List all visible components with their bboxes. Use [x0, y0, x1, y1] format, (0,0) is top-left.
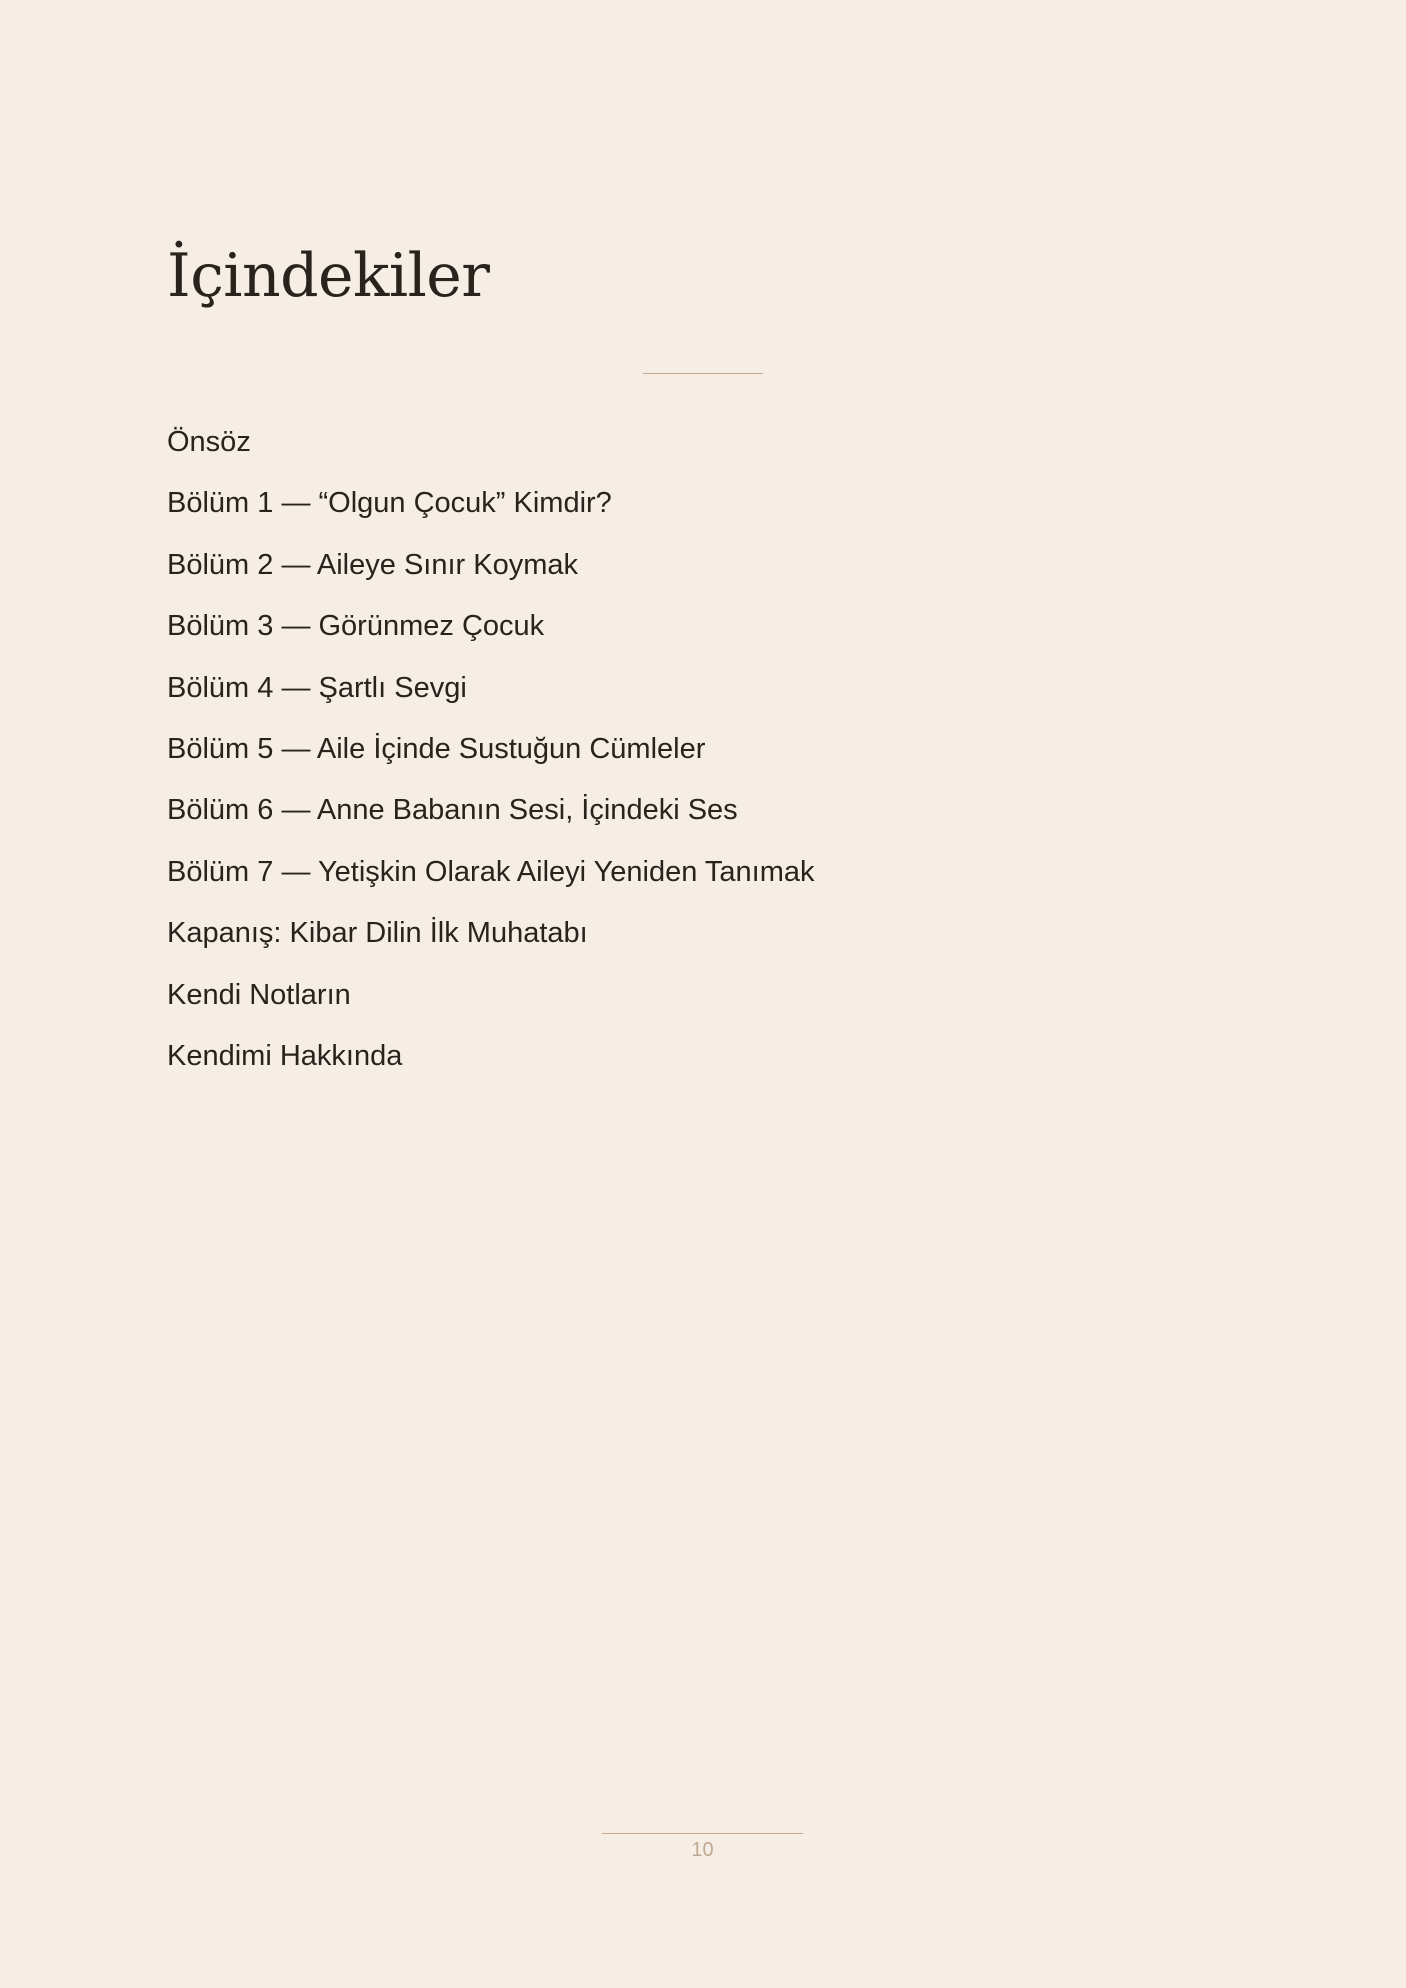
toc-item-chapter-2[interactable]: Bölüm 2 — Aileye Sınır Koymak [167, 548, 578, 581]
footer-divider [602, 1833, 803, 1834]
page-title: İçindekiler [167, 241, 490, 311]
page-number: 10 [691, 1839, 714, 1861]
toc-item-chapter-6[interactable]: Bölüm 6 — Anne Babanın Sesi, İçindeki Ses [167, 794, 738, 827]
title-divider [643, 373, 763, 374]
table-of-contents [167, 412, 815, 1087]
toc-item-about[interactable]: Kendimi Hakkında [167, 1040, 403, 1073]
toc-item-notes[interactable]: Kendi Notların [167, 978, 351, 1011]
toc-item-chapter-5[interactable]: Bölüm 5 — Aile İçinde Sustuğun Cümleler [167, 733, 706, 766]
toc-item-chapter-4[interactable]: Bölüm 4 — Şartlı Sevgi [167, 671, 467, 704]
toc-item-closing[interactable]: Kapanış: Kibar Dilin İlk Muhatabı [167, 917, 588, 950]
toc-item-chapter-1[interactable]: Bölüm 1 — “Olgun Çocuk” Kimdir? [167, 487, 612, 520]
toc-item-preface[interactable]: Önsöz [167, 426, 251, 458]
toc-item-chapter-3[interactable]: Bölüm 3 — Görünmez Çocuk [167, 610, 545, 643]
toc-item-chapter-7[interactable]: Bölüm 7 — Yetişkin Olarak Aileyi Yeniden Tanımak [167, 855, 815, 888]
